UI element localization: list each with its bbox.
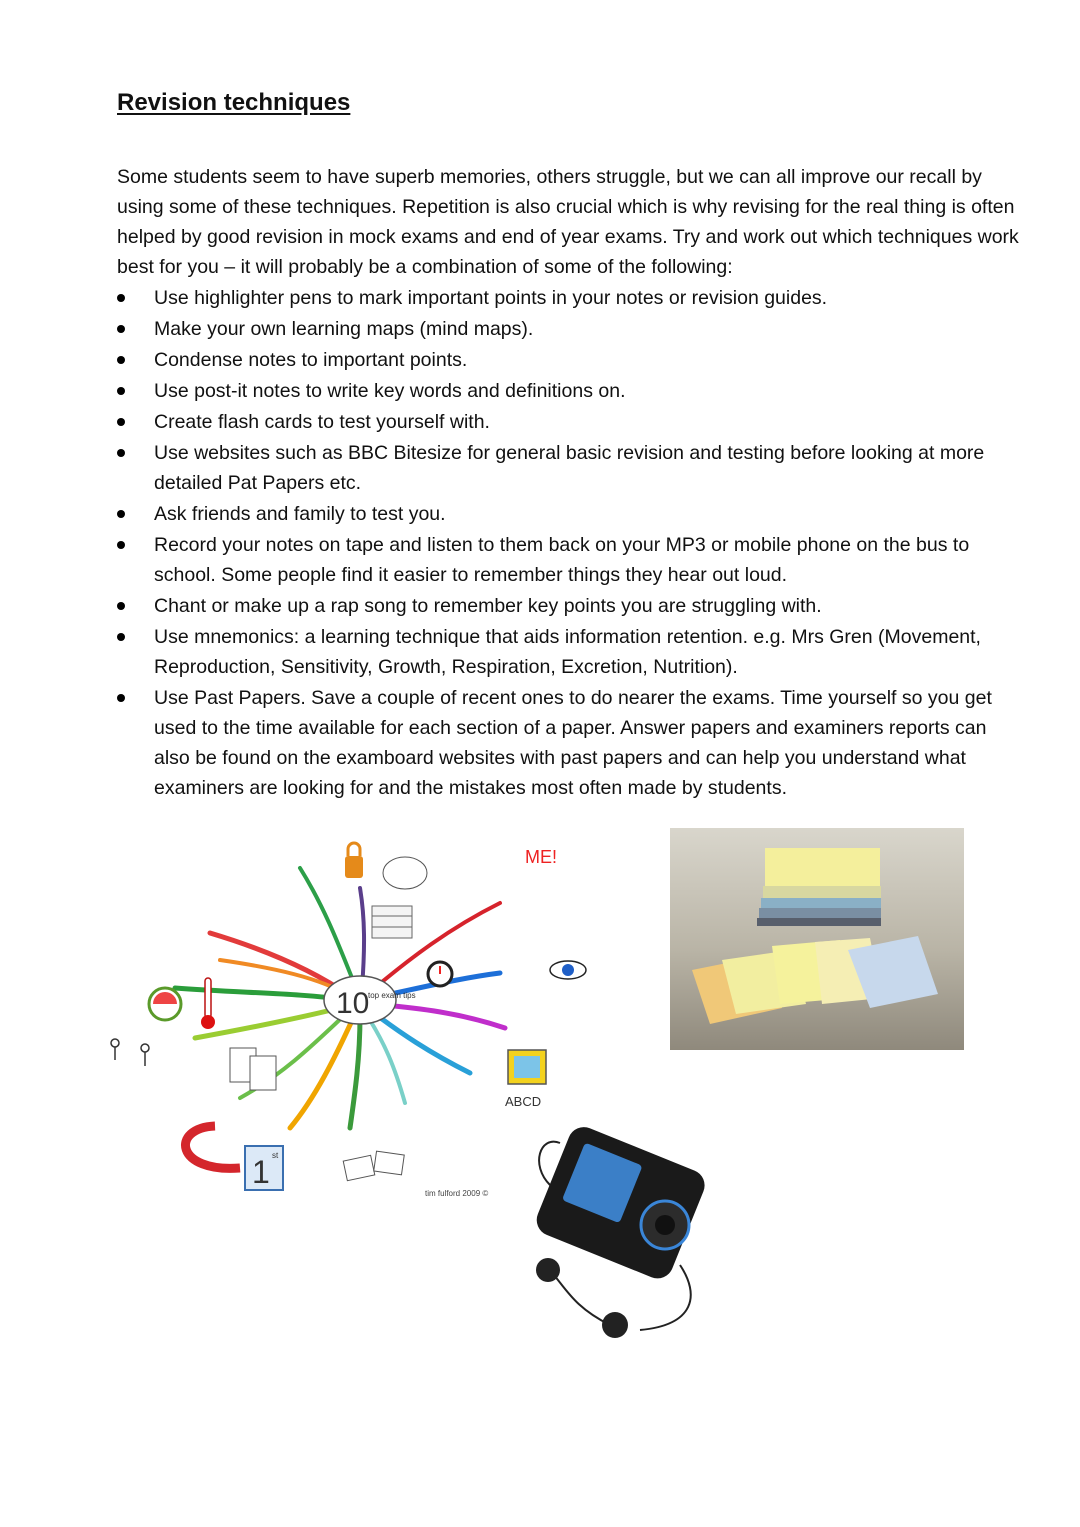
mind-map-center-number: 10	[336, 987, 370, 1020]
bullet-icon	[117, 387, 125, 395]
first-badge-suffix: st	[272, 1151, 279, 1160]
list-item-text: Use mnemonics: a learning technique that aids information retention. e.g. Mrs Gren (Movement, Reproduction, Sensitivity, Growth, Respiration, Excretion, Nutrition).	[154, 626, 981, 678]
mp3-player-body	[532, 1125, 710, 1283]
list-item-text: Condense notes to important points.	[154, 349, 468, 371]
bullet-icon	[117, 694, 125, 702]
list-item	[117, 591, 1027, 621]
list-item-text: Ask friends and family to test you.	[154, 503, 446, 525]
list-item	[117, 622, 1027, 682]
list-item-text: Make your own learning maps (mind maps).	[154, 318, 534, 340]
bullet-icon	[117, 633, 125, 641]
list-item	[117, 438, 1027, 498]
earbud-icon	[536, 1258, 628, 1338]
picture-frame-icon	[508, 1050, 546, 1084]
padlock-icon	[345, 843, 363, 878]
intro-paragraph: Some students seem to have superb memories, others struggle, but we can all improve our recall by using some of these techniques. Repetition is also crucial which is why revising for the real thing is often helped by good revision in mock exams and end of year exams. Try and work out which techniques work best for you – it will probably be a combination of some of the following:	[117, 166, 1019, 278]
speech-bubble	[383, 857, 427, 889]
techniques-list	[117, 283, 1027, 804]
list-item	[117, 376, 1027, 406]
list-item-text: Use highlighter pens to mark important points in your notes or revision guides.	[154, 287, 828, 309]
post-it-notes-illustration	[670, 828, 964, 1050]
brick-wall-icon	[372, 906, 412, 938]
list-item-text: Use Past Papers. Save a couple of recent ones to do nearer the exams. Time yourself so you get used to the time available for each section of a paper. Answer papers and examiners reports can also be found on the examboard websites with past papers and can help you understand what examiners are looking for and the mistakes most often made by students.	[154, 687, 992, 799]
me-label: ME!	[525, 847, 558, 867]
alarm-clock-icon	[428, 962, 452, 986]
list-item	[117, 499, 1027, 529]
list-item	[117, 530, 1027, 590]
eye-icon	[550, 961, 586, 979]
bullet-icon	[117, 449, 125, 457]
list-item-text: Create flash cards to test yourself with.	[154, 411, 490, 433]
post-it-notes-image	[670, 828, 964, 1050]
first-place-badge	[245, 1146, 283, 1190]
first-badge-number: 1	[252, 1154, 270, 1190]
u-turn-arrow-icon	[185, 1126, 240, 1168]
papers-icon	[230, 1048, 276, 1090]
list-item	[117, 314, 1027, 344]
list-item	[117, 407, 1027, 437]
list-item-text: Chant or make up a rap song to remember key points you are struggling with.	[154, 595, 822, 617]
list-item-text: Use post-it notes to write key words and definitions on.	[154, 380, 626, 402]
bullet-icon	[117, 294, 125, 302]
page-title: Revision techniques	[117, 89, 351, 116]
flash-cards-icon	[343, 1151, 404, 1181]
list-item	[117, 283, 1027, 313]
abcd-label: ABCD	[505, 1094, 542, 1109]
bullet-icon	[117, 510, 125, 518]
list-item-text: Record your notes on tape and listen to them back on your MP3 or mobile phone on the bus to school. Some people find it easier to remember things they hear out loud.	[154, 534, 970, 586]
bullet-icon	[117, 356, 125, 364]
bullet-icon	[117, 602, 125, 610]
gauge-icon	[149, 988, 181, 1020]
mind-map-credit: tim fulford 2009 ©	[425, 1189, 489, 1198]
list-item	[117, 683, 1027, 803]
thermometer-icon	[201, 978, 215, 1029]
list-item-text: Use websites such as BBC Bitesize for general basic revision and testing before looking at more detailed Pat Papers etc.	[154, 442, 985, 494]
bullet-icon	[117, 325, 125, 333]
bullet-icon	[117, 541, 125, 549]
mind-map-center	[324, 976, 416, 1024]
bullet-icon	[117, 418, 125, 426]
stick-figures-icon	[111, 1039, 149, 1066]
mp3-player-image	[520, 1125, 720, 1345]
list-item	[117, 345, 1027, 375]
mind-map-center-label: top exam tips	[368, 991, 416, 1000]
